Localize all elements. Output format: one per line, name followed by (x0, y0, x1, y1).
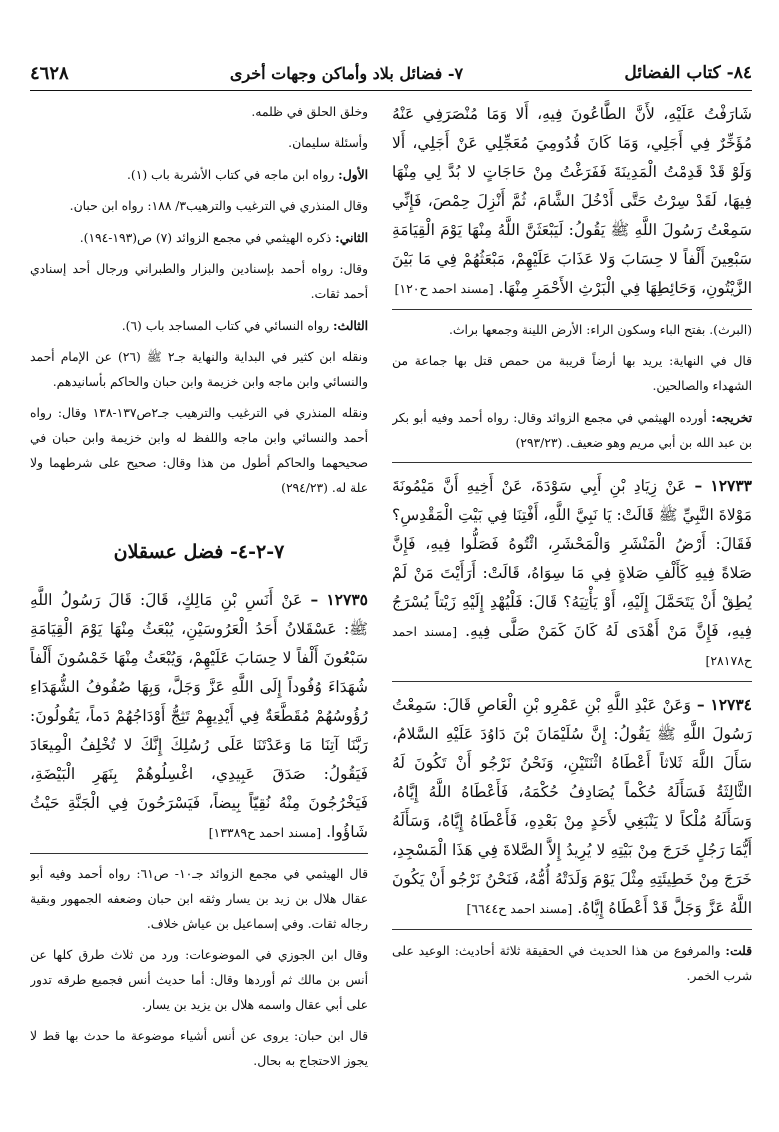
commentary-paragraph (30, 225, 368, 251)
chapter-title: ٧- فضائل بلاد وأماكن وجهات أخرى (229, 63, 464, 83)
commentary-text: أورده الهيثمي في مجمع الزوائد وقال: رواه أحمد وفيه أبو بكر بن عبد الله بن أبي مريم وهو ضعيف. (٢٩٣/٢٣) (392, 411, 752, 450)
hadith-number: ١٢٧٣٥ (326, 590, 368, 609)
section-title: ٧-٢-٤- فضل عسقلان (113, 541, 285, 563)
commentary-paragraph (30, 131, 368, 156)
commentary-text: قال الهيثمي في مجمع الزوائد جـ١٠- ص٦١: رواه أحمد وفيه أبو عقال هلال بن زيد بن يسار وثقه ابن حبان وضعفه الجمهور وبقية رجاله ثقات. وفي إسماعيل بن عياش خلاف. (30, 867, 368, 931)
hadith-body: شَارَفْتُ عَلَيْهِ، لأَنَّ الطَّاعُونَ فِيهِ، أَلا وَمَا مُنْصَرَفِي عَنْهُ مُؤَخِّرٌ فِي أَجَلِي، وَمَا كَانَ قُدُومِيَ مُعَجِّلِي عَنْ أَجَلِي، أَلا وَلَوْ قَدْ قَدِمْتُ الْمَدِينَةَ فَفَرَغْتُ مِنْ حَاجَاتٍ لا بُدَّ لِي مِنْهَا فِيهَا، لَقَدْ سِرْتُ حَتَّى أَدْخُلَ الشَّامَ، ثُمَّ أَنْزِلَ حِمْصَ، فَإِنِّي سَمِعْتُ رَسُولَ اللَّهِ ﷺ يَقُولُ: لَيَبْعَثَنَّ اللَّهُ مِنْهَا يَوْمَ الْقِيَامَةِ سَبْعِينَ أَلْفاً لا حِسَابَ وَلا عَذَابَ عَلَيْهِمْ، مَبْعَثُهُمْ فِي مَا بَيْنَ الزَّيْتُونِ، وَحَائِطِهَا فِي الْبَرْثِ الأَحْمَرِ مِنْهَا. (392, 105, 752, 297)
right-column (392, 100, 752, 1112)
hadith-12733: ١٢٧٣٣ – عَنْ زِيَادِ بْنِ أَبِي سَوْدَةَ، عَنْ أَخِيهِ أَنَّ مَيْمُونَةَ مَوْلاةَ النَّبِيِّ ﷺ قَالَتْ: يَا نَبِيَّ اللَّهِ، أَفْتِنَا فِي بَيْتِ الْمَقْدِسِ؟ فَقَالَ: أَرْضُ الْمَنْشَرِ وَالْمَحْشَرِ، ائْتُوهُ فَصَلُّوا فِيهِ، فَإِنَّ صَلاةً فِيهِ كَأَلْفِ صَلاةٍ فِي مَا سِوَاهُ، قَالَتْ: أَرَأَيْتَ مَنْ لَمْ يُطِقْ أَنْ يَتَحَمَّلَ إِلَيْهِ، أَوْ يَأْتِيَهُ؟ قَالَ: فَلْيُهْدِ إِلَيْهِ زَيْتاً يُسْرَجُ فِيهِ، فَإِنَّ مَنْ أَهْدَى لَهُ كَانَ كَمَنْ صَلَّى فِيهِ. [مسند احمد ح٢٨١٧٨] (392, 476, 752, 668)
header-rule (30, 90, 752, 91)
commentary-text: وقال: رواه أحمد بإسنادين والبزار والطبراني ورجال أحد إسنادي أحمد ثقات. (30, 262, 368, 301)
commentary-paragraph (30, 401, 368, 501)
hadith-text-continued (392, 100, 752, 303)
hadith-reference: [مسند احمد ح١٢٠] (394, 281, 494, 296)
commentary-label: الأول: (338, 167, 368, 182)
commentary-paragraph (30, 943, 368, 1018)
commentary-paragraph (392, 349, 752, 399)
commentary-paragraph (30, 345, 368, 395)
commentary-label: تخريجه: (711, 410, 752, 425)
section-divider (392, 681, 752, 682)
footnote-divider (392, 309, 752, 310)
commentary-text: وخلق الحلق في ظلمه. (251, 105, 368, 119)
commentary-text: ذكره الهيثمي في مجمع الزوائد (٧) ص(١٩٣-١٩٤). (79, 231, 332, 245)
page-header (30, 60, 752, 86)
commentary-paragraph (392, 318, 752, 343)
hadith-body: عَنْ أَنَسِ بْنِ مَالِكٍ، قَالَ: قَالَ رَسُولُ اللَّهِ ﷺ: عَسْقَلانُ أَحَدُ الْعَرُوسَيْنِ، يُبْعَثُ مِنْهَا يَوْمَ الْقِيَامَةِ سَبْعُونَ أَلْفاً لا حِسَابَ عَلَيْهِمْ، وَيُبْعَثُ مِنْهَا خَمْسُونَ أَلْفاً شُهَدَاءَ وُفُوداً إِلَى اللَّهِ عَزَّ وَجَلَّ، وَبِهَا صُفُوفُ الشُّهَدَاءِ رُؤُوسُهُمْ مُقَطَّعَةٌ فِي أَيْدِيهِمْ تَثِجُّ أَوْدَاجُهُمْ دَماً، يَقُولُونَ: رَبَّنَا آتِنَا مَا وَعَدْتَنَا عَلَى رُسُلِكَ إِنَّكَ لا تُخْلِفُ الْمِيعَادَ فَيَقُولُ: صَدَقَ عَبِيدِي، اغْسِلُوهُمْ بِنَهَرِ الْبَيْضَةِ، فَيَخْرُجُونَ مِنْهُ نُقِيّاً بِيضاً، فَيَسْرَحُونَ فِي الْجَنَّةِ حَيْثُ شَاؤُوا. (30, 591, 368, 841)
commentary-paragraph (30, 100, 368, 125)
commentary-label: الثالث: (333, 318, 368, 333)
hadith-body: وَعَنْ عَبْدِ اللَّهِ بْنِ عَمْرِو بْنِ الْعَاصِ قَالَ: سَمِعْتُ رَسُولَ اللَّهِ ﷺ يَقُولُ: إِنَّ سُلَيْمَانَ بْنَ دَاوُدَ عَلَيْهِ السَّلامُ، سَأَلَ اللَّهَ ثَلاثاً أَعْطَاهُ اثْنَتَيْنِ، وَنَحْنُ نَرْجُو أَنْ تَكُونَ لَهُ الثَّالِثَةُ فَسَأَلَهُ حُكْماً يُصَادِفُ حُكْمَهُ، فَأَعْطَاهُ اللَّهُ إِيَّاهُ، وَسَأَلَهُ مُلْكاً لا يَنْبَغِي لأَحَدٍ مِنْ بَعْدِهِ، فَأَعْطَاهُ إِيَّاهُ، وَسَأَلَهُ أَيُّمَا رَجُلٍ خَرَجَ مِنْ بَيْتِهِ لا يُرِيدُ إِلاَّ الصَّلاةَ فِي هَذَا الْمَسْجِدِ، خَرَجَ مِنْ خَطِيئَتِهِ مِثْلَ يَوْمَ وَلَدَتْهُ أُمُّهُ، فَنَحْنُ نَرْجُو أَنْ يَكُونَ اللَّهُ عَزَّ وَجَلَّ قَدْ أَعْطَاهُ إِيَّاهُ. (392, 696, 752, 917)
hadith-reference: [مسند احمد ح٢٨١٧٨] (392, 624, 752, 668)
commentary-text: رواه ابن ماجه في كتاب الأشربة باب (١). (126, 168, 335, 182)
commentary-label: قلت: (725, 943, 752, 958)
commentary-paragraph (392, 405, 752, 456)
commentary-text: قال في النهاية: يريد بها أرضاً قريبة من حمص قتل بها جماعة من الشهداء والصالحين. (392, 354, 752, 393)
hadith-reference: [مسند احمد ح٦٦٤٤] (466, 901, 573, 916)
hadith-reference: [مسند احمد ح١٣٣٨٩] (208, 825, 322, 840)
commentary-paragraph (30, 194, 368, 219)
commentary-paragraph (30, 313, 368, 339)
page-number: ٤٦٢٨ (30, 62, 69, 84)
commentary-paragraph (30, 257, 368, 307)
commentary-label: الثاني: (335, 230, 368, 245)
book-title: ٨٤- كتاب الفضائل (624, 63, 752, 83)
commentary-paragraph (30, 862, 368, 937)
hadith-12734: ١٢٧٣٤ – وَعَنْ عَبْدِ اللَّهِ بْنِ عَمْرِو بْنِ الْعَاصِ قَالَ: سَمِعْتُ رَسُولَ اللَّهِ ﷺ يَقُولُ: إِنَّ سُلَيْمَانَ بْنَ دَاوُدَ عَلَيْهِ السَّلامُ، سَأَلَ اللَّهَ ثَلاثاً أَعْطَاهُ اثْنَتَيْنِ، وَنَحْنُ نَرْجُو أَنْ تَكُونَ لَهُ الثَّالِثَةُ فَسَأَلَهُ حُكْماً يُصَادِفُ حُكْمَهُ، فَأَعْطَاهُ اللَّهُ إِيَّاهُ، وَسَأَلَهُ مُلْكاً لا يَنْبَغِي لأَحَدٍ مِنْ بَعْدِهِ، فَأَعْطَاهُ إِيَّاهُ، وَسَأَلَهُ أَيُّمَا رَجُلٍ خَرَجَ مِنْ بَيْتِهِ لا يُرِيدُ إِلاَّ الصَّلاةَ فِي هَذَا الْمَسْجِدِ، خَرَجَ مِنْ خَطِيئَتِهِ مِثْلَ يَوْمَ وَلَدَتْهُ أُمُّهُ، فَنَحْنُ نَرْجُو أَنْ يَكُونَ اللَّهُ عَزَّ وَجَلَّ قَدْ أَعْطَاهُ إِيَّاهُ. [مسند احمد ح٦٦٤٤] (392, 695, 752, 917)
book-page (30, 52, 752, 1112)
commentary-paragraph (30, 1024, 368, 1074)
hadith-number: ١٢٧٣٤ (710, 695, 752, 714)
left-column (30, 100, 368, 1112)
commentary-text: والمرفوع من هذا الحديث في الحقيقة ثلاثة أحاديث: الوعيد على شرب الخمر. (392, 944, 752, 983)
footnote-divider (30, 853, 368, 854)
commentary-text: رواه النسائي في كتاب المساجد باب (٦). (121, 319, 330, 333)
section-divider (392, 462, 752, 463)
commentary-paragraph (30, 162, 368, 188)
commentary-text: (البرث). بفتح الباء وسكون الراء: الأرض اللينة وجمعها براث. (449, 323, 752, 337)
hadith-12735: ١٢٧٣٥ – عَنْ أَنَسِ بْنِ مَالِكٍ، قَالَ: قَالَ رَسُولُ اللَّهِ ﷺ: عَسْقَلانُ أَحَدُ الْعَرُوسَيْنِ، يُبْعَثُ مِنْهَا يَوْمَ الْقِيَامَةِ سَبْعُونَ أَلْفاً لا حِسَابَ عَلَيْهِمْ، وَيُبْعَثُ مِنْهَا خَمْسُونَ أَلْفاً شُهَدَاءَ وُفُوداً إِلَى اللَّهِ عَزَّ وَجَلَّ، وَبِهَا صُفُوفُ الشُّهَدَاءِ رُؤُوسُهُمْ مُقَطَّعَةٌ فِي أَيْدِيهِمْ تَثِجُّ أَوْدَاجُهُمْ دَماً، يَقُولُونَ: رَبَّنَا آتِنَا مَا وَعَدْتَنَا عَلَى رُسُلِكَ إِنَّكَ لا تُخْلِفُ الْمِيعَادَ فَيَقُولُ: صَدَقَ عَبِيدِي، اغْسِلُوهُمْ بِنَهَرِ الْبَيْضَةِ، فَيَخْرُجُونَ مِنْهُ نُقِيّاً بِيضاً، فَيَسْرَحُونَ فِي الْجَنَّةِ حَيْثُ شَاؤُوا. [مسند احمد ح١٣٣٨٩] (30, 590, 368, 841)
commentary-paragraph (392, 938, 752, 989)
commentary-text: وقال ابن الجوزي في الموضوعات: ورد من ثلاث طرق كلها عن أنس بن مالك ثم أوردها وقال: أما حديث أنس فجميع طرقه تدور على أبي عقال واسمه هلال بن يزيد بن يسار. (30, 948, 368, 1012)
commentary-text: ونقله المنذري في الترغيب والترهيب جـ٢ص١٣٧-١٣٨ وقال: رواه أحمد والنسائي وابن ماجه واللفظ له وابن خزيمة وابن حبان في صحيحهما والحاكم أطول من هذا وقال: صحيح على شرطهما ولا علة له. (٢٩٤/٢٣) (30, 406, 368, 495)
hadith-number: ١٢٧٣٣ (710, 476, 752, 495)
commentary-text: ونقله ابن كثير في البداية والنهاية جـ٢ ﷺ (٢٦) عن الإمام أحمد والنسائي وابن ماجه وابن خزيمة وابن حبان والحاكم بأسانيدهم. (30, 350, 368, 389)
hadith-body: عَنْ زِيَادِ بْنِ أَبِي سَوْدَةَ، عَنْ أَخِيهِ أَنَّ مَيْمُونَةَ مَوْلاةَ النَّبِيِّ ﷺ قَالَتْ: يَا نَبِيَّ اللَّهِ، أَفْتِنَا فِي بَيْتِ الْمَقْدِسِ؟ فَقَالَ: أَرْضُ الْمَنْشَرِ وَالْمَحْشَرِ، ائْتُوهُ فَصَلُّوا فِيهِ، فَإِنَّ صَلاةً فِيهِ كَأَلْفِ صَلاةٍ فِي مَا سِوَاهُ، قَالَتْ: أَرَأَيْتَ مَنْ لَمْ يُطِقْ أَنْ يَتَحَمَّلَ إِلَيْهِ، أَوْ يَأْتِيَهُ؟ قَالَ: فَلْيُهْدِ إِلَيْهِ زَيْتاً يُسْرَجُ فِيهِ، فَإِنَّ مَنْ أَهْدَى لَهُ كَانَ كَمَنْ صَلَّى فِيهِ. (392, 477, 752, 640)
footnote-divider (392, 929, 752, 930)
commentary-text: وقال المنذري في الترغيب والترهيب٣/ ١٨٨: رواه ابن حبان. (69, 199, 368, 213)
commentary-text: وأسئلة سليمان. (288, 136, 368, 150)
commentary-text: قال ابن حبان: يروى عن أنس أشياء موضوعة ما حدث بها قط لا يجوز الاحتجاج به بحال. (30, 1029, 368, 1068)
